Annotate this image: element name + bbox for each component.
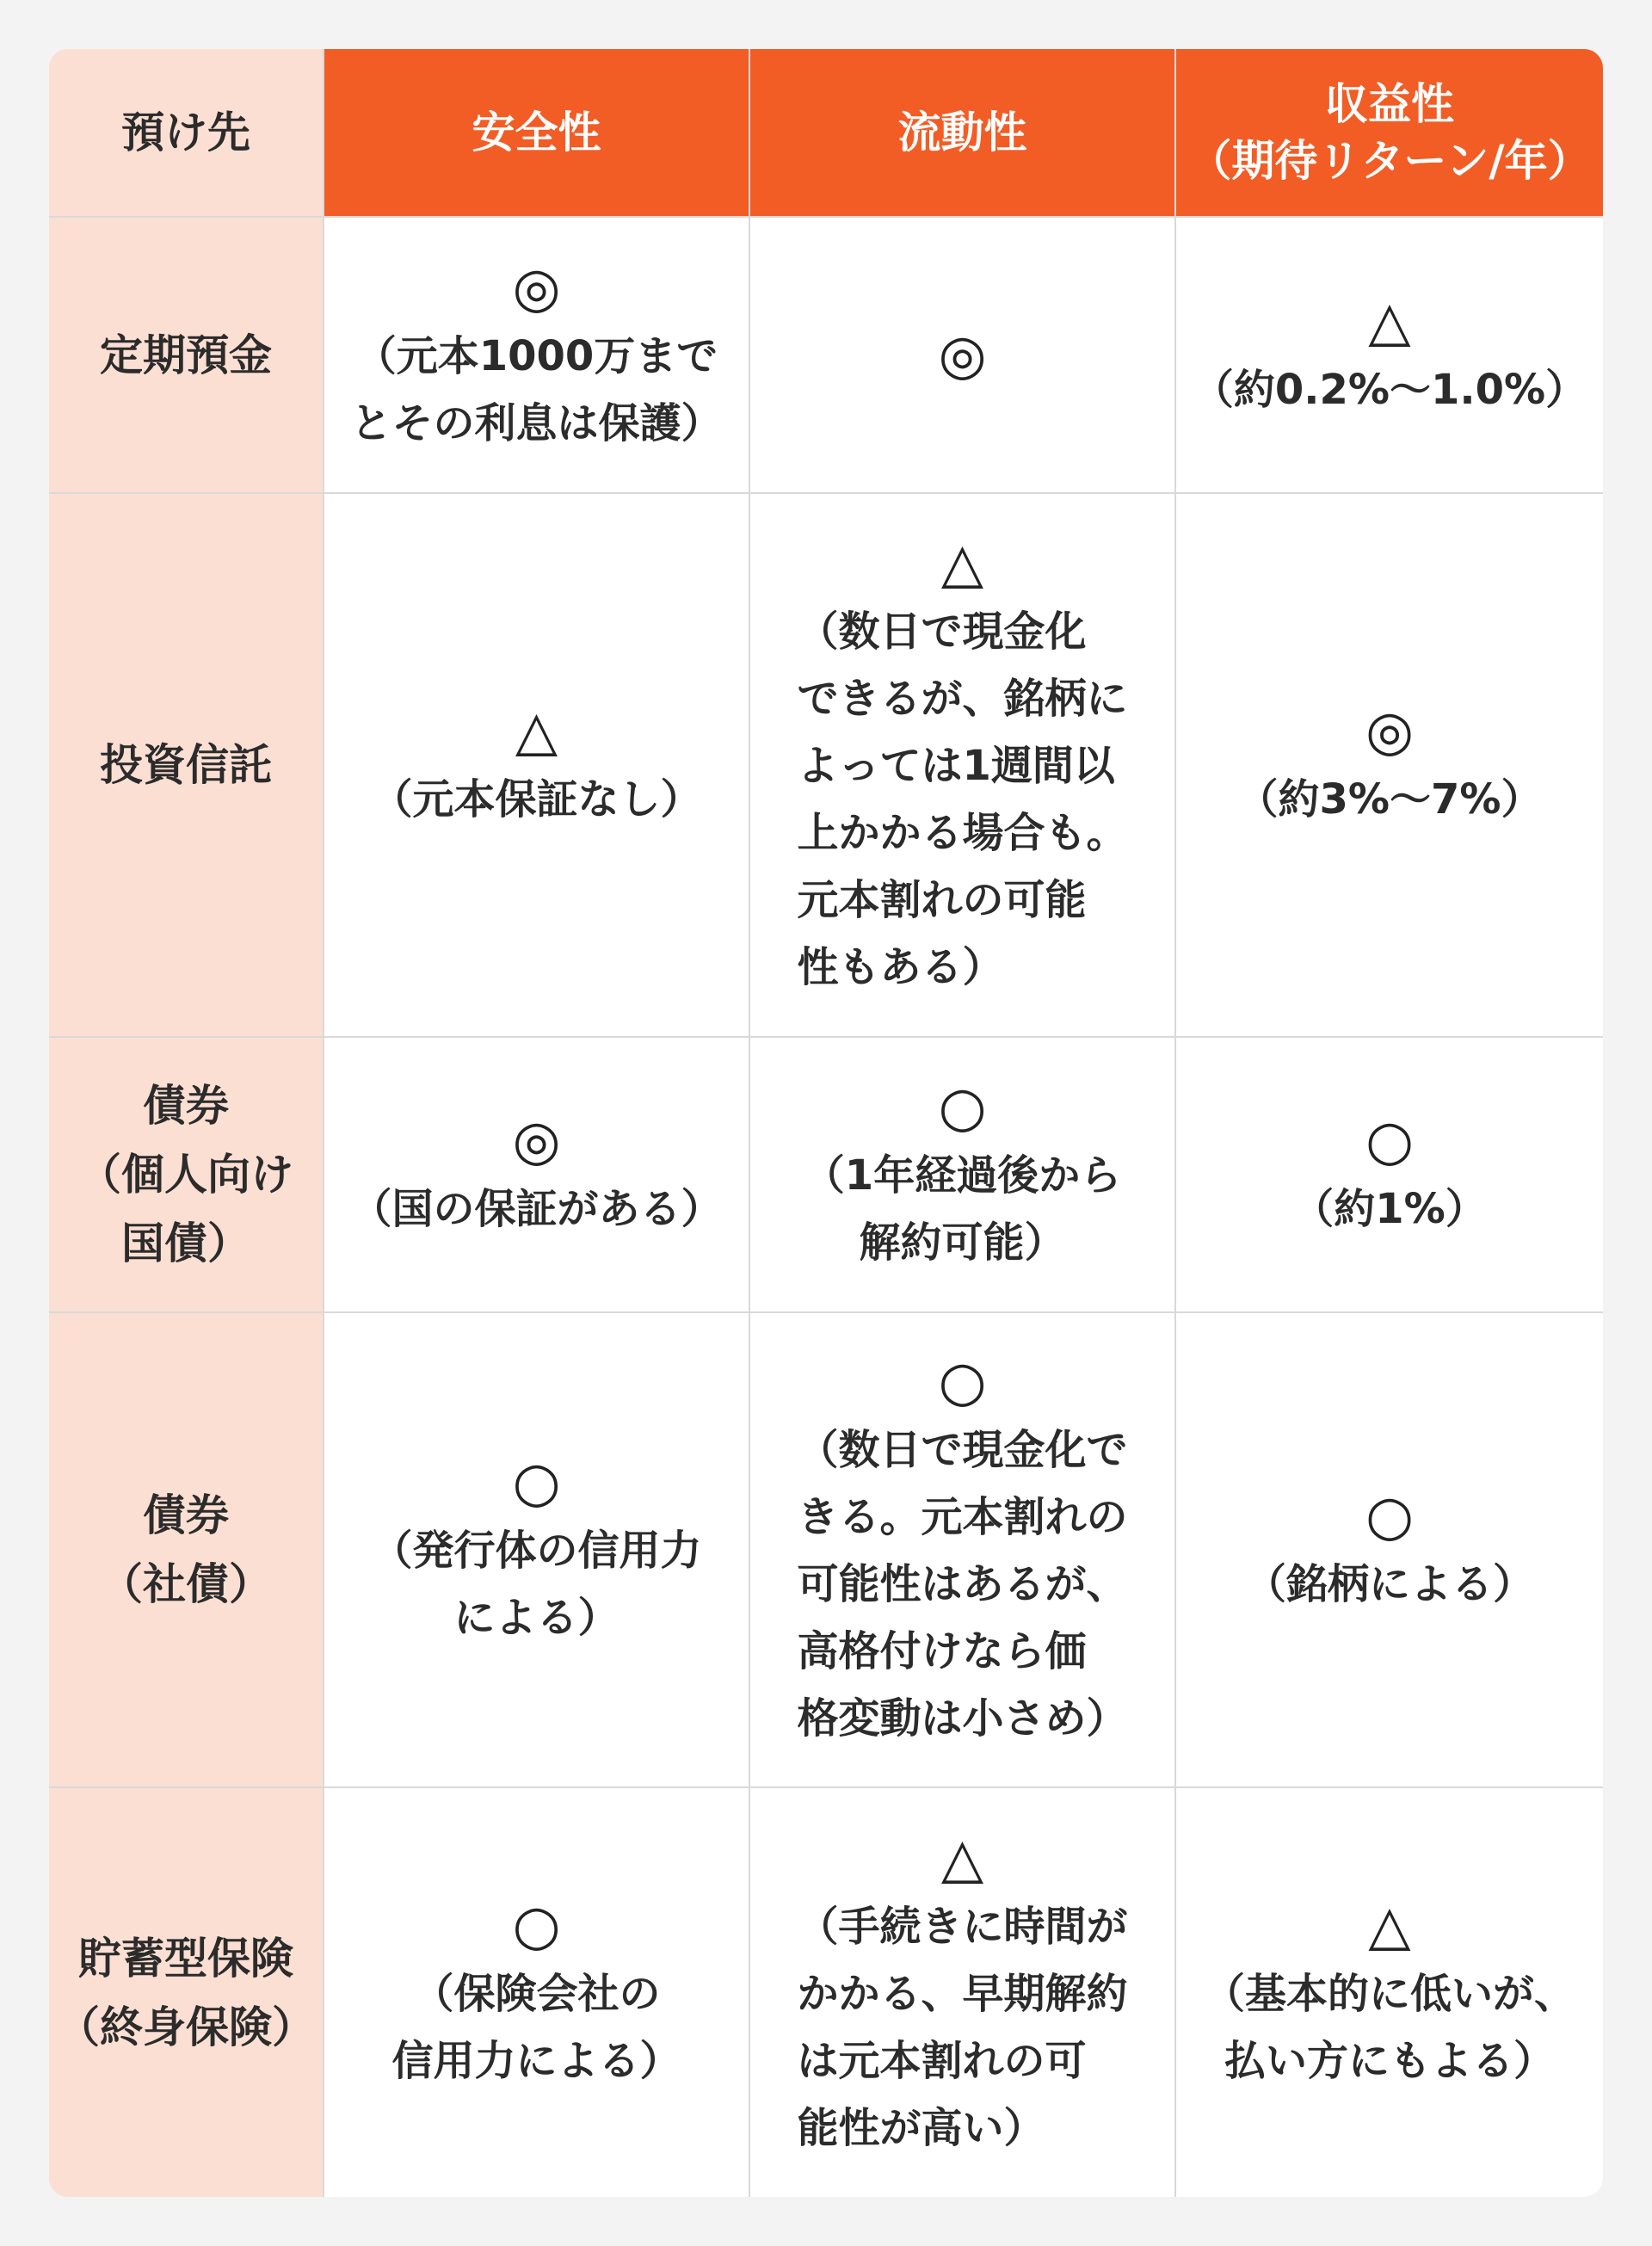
row-head-line: （個人向け xyxy=(78,1150,293,1200)
row-head-line: 国債） xyxy=(121,1219,250,1268)
double-circle-icon: ◎ xyxy=(1365,700,1414,763)
cell-time-deposit-liquidity xyxy=(750,218,1174,494)
row-head-line: 貯蓄型保険 xyxy=(78,1933,293,1984)
row-head-line: 債券 xyxy=(143,1490,229,1540)
cell-time-deposit-safety xyxy=(324,218,749,494)
row-head-personal-government-bond xyxy=(49,1038,323,1313)
row-head-line: （終身保険） xyxy=(57,2002,315,2052)
cell-time-deposit-return xyxy=(1176,218,1603,494)
cell-savings-insurance-return xyxy=(1176,1788,1603,2197)
triangle-icon: △ xyxy=(940,532,984,595)
header-liquidity-label: 流動性 xyxy=(897,108,1027,157)
double-circle-icon: ◎ xyxy=(938,323,987,387)
cell-note-line: による） xyxy=(453,1594,620,1642)
cell-note-line: 信用力による） xyxy=(391,2036,681,2085)
header-destination-label: 預け先 xyxy=(121,108,250,157)
cell-note-line: （約0.2%〜1.0%） xyxy=(1192,365,1587,414)
triangle-icon: △ xyxy=(1368,1893,1411,1958)
cell-note-line: 格変動は小さめ） xyxy=(797,1694,1128,1743)
double-circle-icon: ◎ xyxy=(512,256,561,320)
circle-icon: ○ xyxy=(1365,1484,1414,1548)
cell-savings-insurance-safety xyxy=(324,1788,749,2197)
row-head-line: （社債） xyxy=(100,1559,272,1609)
cell-note-line: 性もある） xyxy=(797,943,1004,991)
cell-investment-trust-liquidity xyxy=(750,494,1174,1038)
header-return-sublabel: （期待リターン/年） xyxy=(1188,136,1591,186)
cell-note-line: （発行体の信用力 xyxy=(371,1527,702,1575)
cell-note-line: （手続きに時間が xyxy=(797,1902,1128,1951)
cell-note-line: できるが、銘柄に xyxy=(797,675,1128,723)
row-head-corporate-bond xyxy=(49,1313,323,1788)
header-destination xyxy=(49,49,323,218)
circle-icon: ○ xyxy=(512,1451,561,1515)
cell-government-bond-liquidity xyxy=(750,1038,1174,1313)
cell-government-bond-return xyxy=(1176,1038,1603,1313)
circle-icon: ○ xyxy=(938,1076,987,1139)
cell-note-line: 払い方にもよる） xyxy=(1224,2036,1555,2085)
triangle-icon: △ xyxy=(1368,289,1411,354)
row-head-time-deposit xyxy=(49,218,323,494)
row-head-savings-insurance xyxy=(49,1788,323,2197)
cell-corporate-bond-safety xyxy=(324,1313,749,1788)
cell-note-line: （保険会社の xyxy=(412,1969,661,2018)
header-return xyxy=(1176,49,1603,218)
header-return-label: 収益性 xyxy=(1325,79,1454,129)
circle-icon: ○ xyxy=(938,1350,987,1414)
cell-note-line: 元本割れの可能 xyxy=(797,876,1087,924)
header-safety xyxy=(324,49,749,218)
cell-corporate-bond-liquidity xyxy=(750,1313,1174,1788)
row-head-line: 投資信託 xyxy=(100,740,272,790)
cell-corporate-bond-return xyxy=(1176,1313,1603,1788)
row-head-investment-trust xyxy=(49,494,323,1038)
cell-note-line: 高格付けなら価 xyxy=(797,1627,1087,1675)
cell-government-bond-safety xyxy=(324,1038,749,1313)
cell-note-line: かかる、早期解約 xyxy=(797,1969,1128,2018)
header-liquidity xyxy=(750,49,1174,218)
cell-savings-insurance-liquidity xyxy=(750,1788,1174,2197)
cell-note-line: （約1%） xyxy=(1292,1185,1487,1233)
cell-note-line: 上かかる場合も。 xyxy=(797,809,1128,857)
triangle-icon: △ xyxy=(515,700,558,763)
cell-note-line: （約3%〜7%） xyxy=(1236,775,1543,824)
cell-note-line: きる。元本割れの xyxy=(797,1493,1128,1541)
header-safety-label: 安全性 xyxy=(472,108,601,157)
cell-investment-trust-safety xyxy=(324,494,749,1038)
circle-icon: ○ xyxy=(1365,1109,1414,1173)
cell-note-line: とその利息は保護） xyxy=(350,398,723,447)
double-circle-icon: ◎ xyxy=(512,1109,561,1173)
cell-note-line: は元本割れの可 xyxy=(797,2036,1087,2085)
cell-note-line: （基本的に低いが、 xyxy=(1203,1969,1575,2018)
cell-note-line: （数日で現金化で xyxy=(797,1426,1128,1474)
cell-note-line: よっては1週間以 xyxy=(797,742,1115,790)
cell-note-line: （数日で現金化 xyxy=(797,608,1087,656)
cell-note-line: 解約可能） xyxy=(859,1219,1066,1267)
cell-investment-trust-return xyxy=(1176,494,1603,1038)
cell-note-line: （元本1000万まで xyxy=(354,331,718,380)
cell-note-line: 能性が高い） xyxy=(797,2103,1045,2152)
cell-note-line: （1年経過後から xyxy=(803,1151,1122,1200)
cell-note-line: （元本保証なし） xyxy=(371,775,702,824)
row-head-line: 債券 xyxy=(143,1081,229,1131)
circle-icon: ○ xyxy=(512,1893,561,1958)
cell-note-line: （銘柄による） xyxy=(1244,1560,1534,1608)
cell-note-line: （国の保証がある） xyxy=(350,1185,723,1233)
triangle-icon: △ xyxy=(940,1826,984,1891)
row-head-line: 定期預金 xyxy=(100,330,272,380)
comparison-table xyxy=(49,49,1603,2197)
cell-note-line: 可能性はあるが、 xyxy=(797,1560,1128,1608)
